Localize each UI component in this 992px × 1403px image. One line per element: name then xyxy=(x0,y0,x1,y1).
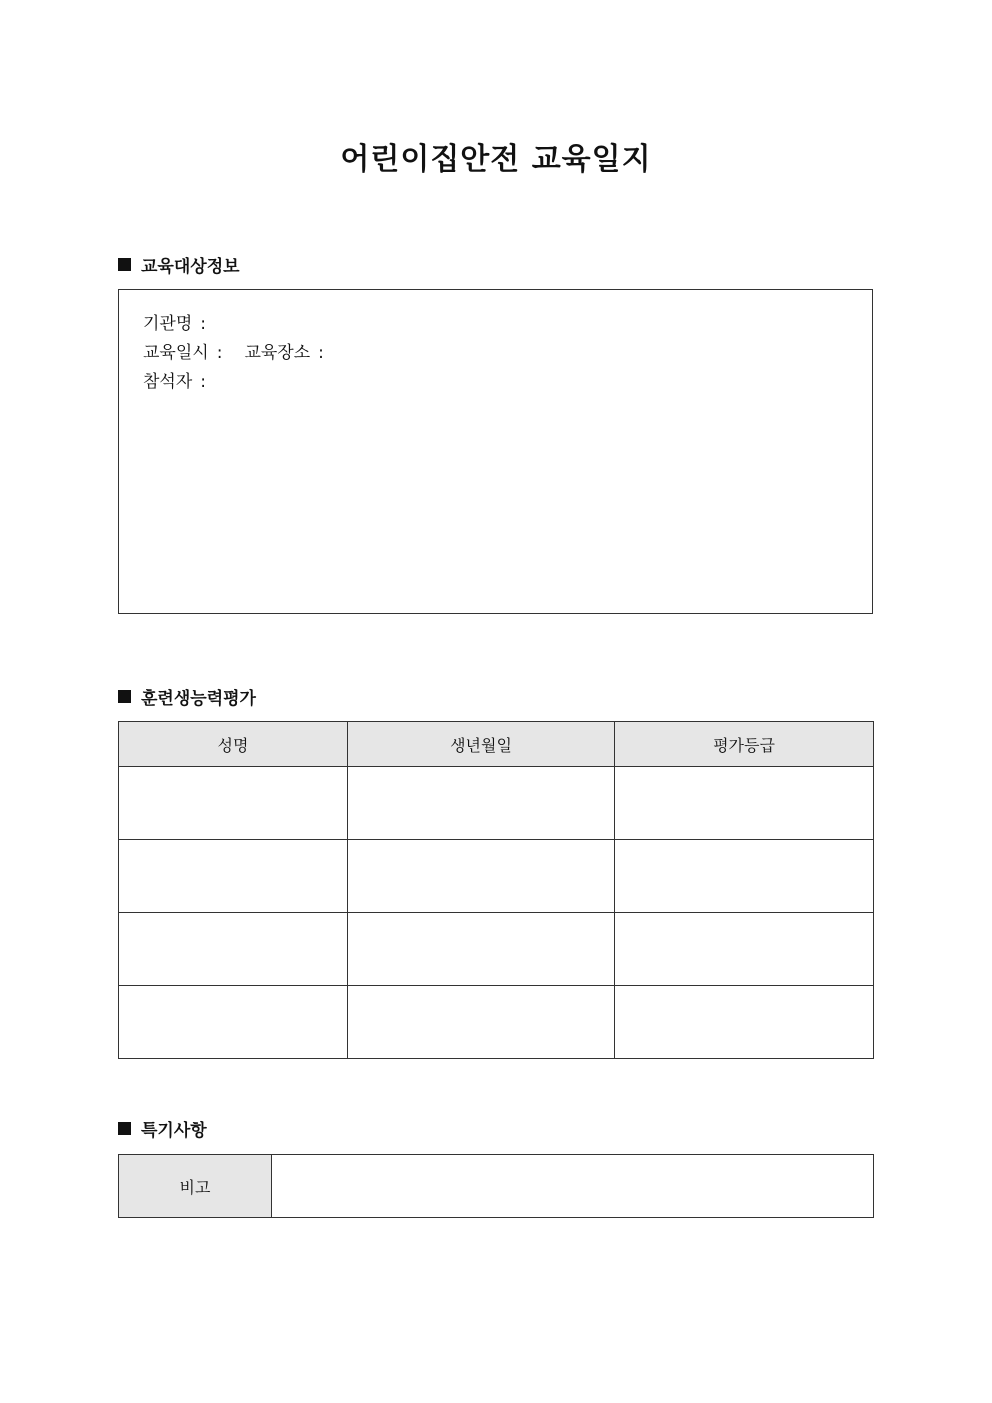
datetime-label: 교육일시 xyxy=(143,343,209,363)
grade-cell[interactable] xyxy=(615,986,874,1059)
table-row xyxy=(119,767,874,840)
grade-cell[interactable] xyxy=(615,913,874,986)
target-info-heading xyxy=(118,252,240,276)
square-bullet-icon xyxy=(118,258,131,271)
place-label: 교육장소 xyxy=(244,343,311,363)
birthdate-cell[interactable] xyxy=(348,767,615,840)
datetime-row xyxy=(143,339,848,368)
birthdate-cell[interactable] xyxy=(348,840,615,913)
evaluation-table xyxy=(118,721,874,1059)
institution-row xyxy=(143,310,848,339)
birthdate-cell[interactable] xyxy=(348,913,615,986)
attendees-colon: : xyxy=(200,372,207,392)
name-cell[interactable] xyxy=(119,913,348,986)
grade-cell[interactable] xyxy=(615,767,874,840)
table-header-row xyxy=(119,722,874,767)
remarks-heading-text: 특기사항 xyxy=(141,1120,207,1141)
header-name: 성명 xyxy=(119,722,348,767)
attendees-label: 참석자 xyxy=(143,372,193,392)
header-grade: 평가등급 xyxy=(615,722,874,767)
place-colon: : xyxy=(318,343,324,363)
name-cell[interactable] xyxy=(119,840,348,913)
table-row xyxy=(119,986,874,1059)
table-row xyxy=(119,913,874,986)
target-info-heading-text: 교육대상정보 xyxy=(141,256,240,277)
square-bullet-icon xyxy=(118,690,131,703)
institution-colon: : xyxy=(200,314,207,334)
document-title: 어린이집안전 교육일지 xyxy=(340,142,652,177)
grade-cell[interactable] xyxy=(615,840,874,913)
target-info-box xyxy=(118,289,873,614)
remarks-content-cell[interactable] xyxy=(272,1155,874,1218)
institution-label: 기관명 xyxy=(143,314,193,334)
square-bullet-icon xyxy=(118,1122,131,1135)
name-cell[interactable] xyxy=(119,986,348,1059)
remarks-heading xyxy=(118,1116,207,1140)
birthdate-cell[interactable] xyxy=(348,986,615,1059)
remarks-row xyxy=(119,1155,874,1218)
remarks-table xyxy=(118,1154,874,1218)
name-cell[interactable] xyxy=(119,767,348,840)
evaluation-heading xyxy=(118,684,256,708)
datetime-colon: : xyxy=(216,343,223,363)
header-birthdate: 생년월일 xyxy=(348,722,615,767)
evaluation-heading-text: 훈련생능력평가 xyxy=(141,688,256,709)
table-row xyxy=(119,840,874,913)
remarks-label: 비고 xyxy=(119,1155,272,1218)
attendees-row xyxy=(143,368,848,397)
